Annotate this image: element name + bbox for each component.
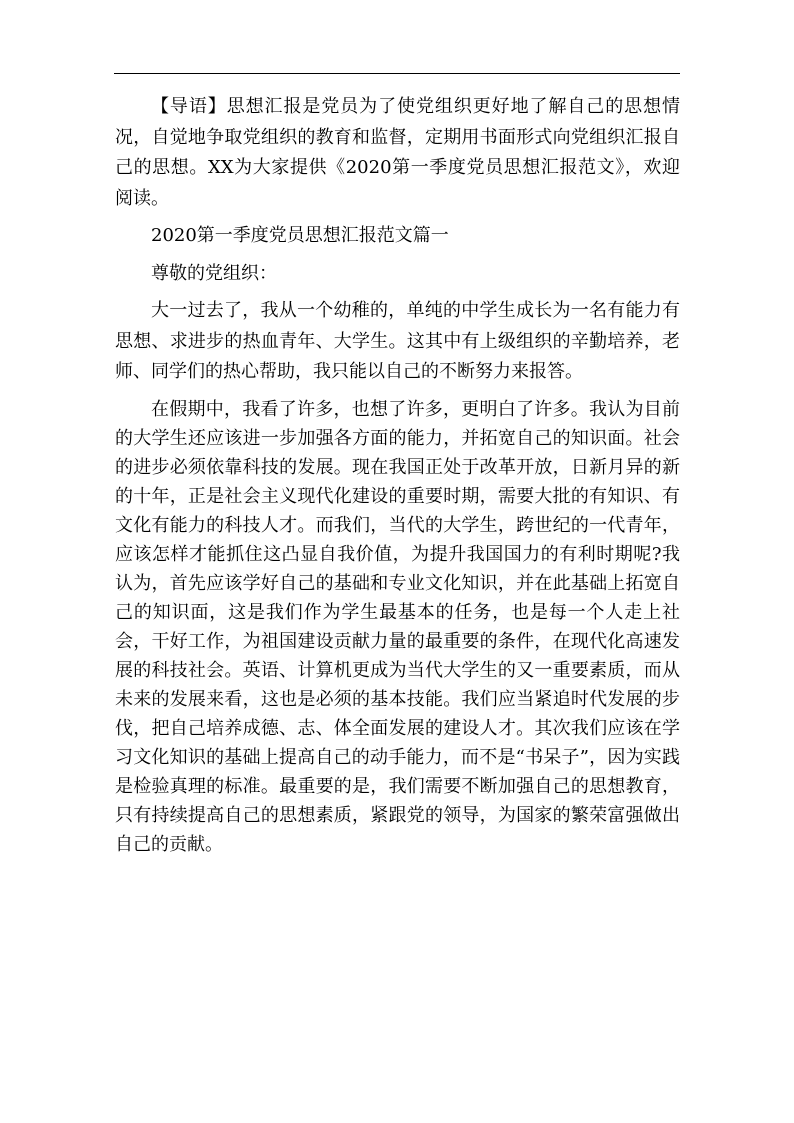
intro-paragraph: 【导语】思想汇报是党员为了使党组织更好地了解自己的思想情况，自觉地争取党组织的教育和监督，定期用书面形式向党组织汇报自己的思想。XX为大家提供《2020第一季度党员思想汇报范文》，欢迎阅读。 <box>115 96 680 209</box>
section-heading: 2020第一季度党员思想汇报范文篇一 <box>151 225 449 246</box>
body-paragraph: 在假期中，我看了许多，也想了许多，更明白了许多。我认为目前的大学生还应该进一步加强各方面的能力，并拓宽自己的知识面。社会的进步必须依靠科技的发展。现在我国正处于改革开放，日新月异的新的十年，正是社会主义现代化建设的重要时期，需要大批的有知识、有文化有能力的科技人才。而我们，当代的大学生，跨世纪的一代青年，应该怎样才能抓住这凸显自我价值，为提升我国国力的有利时期呢?我认为，首先应该学好自己的基础和专业文化知识，并在此基础上拓宽自己的知识面，这是我们作为学生最基本的任务，也是每一个人走上社会，干好工作，为祖国建设贡献力量的最重要的条件，在现代化高速发展的科技社会。英语、计算机更成为当代大学生的又一重要素质，而从未来的发展来看，这也是必须的基本技能。我们应当紧追时代发展的步伐，把自己培养成德、志、体全面发展的建设人才。其次我们应该在学习文化知识的基础上提高自己的动手能力，而不是“书呆子”，因为实践是检验真理的标准。最重要的是，我们需要不断加强自己的思想教育，只有持续提高自己的思想素质，紧跟党的领导，为国家的繁荣富强做出自己的贡献。 <box>115 398 680 855</box>
body-paragraph: 大一过去了，我从一个幼稚的，单纯的中学生成长为一名有能力有思想、求进步的热血青年、大学生。这其中有上级组织的辛勤培养，老师、同学们的热心帮助，我只能以自己的不断努力来报答。 <box>115 300 680 382</box>
document-body <box>115 92 680 859</box>
salutation: 尊敬的党组织： <box>151 262 277 284</box>
header-rule <box>114 73 680 74</box>
